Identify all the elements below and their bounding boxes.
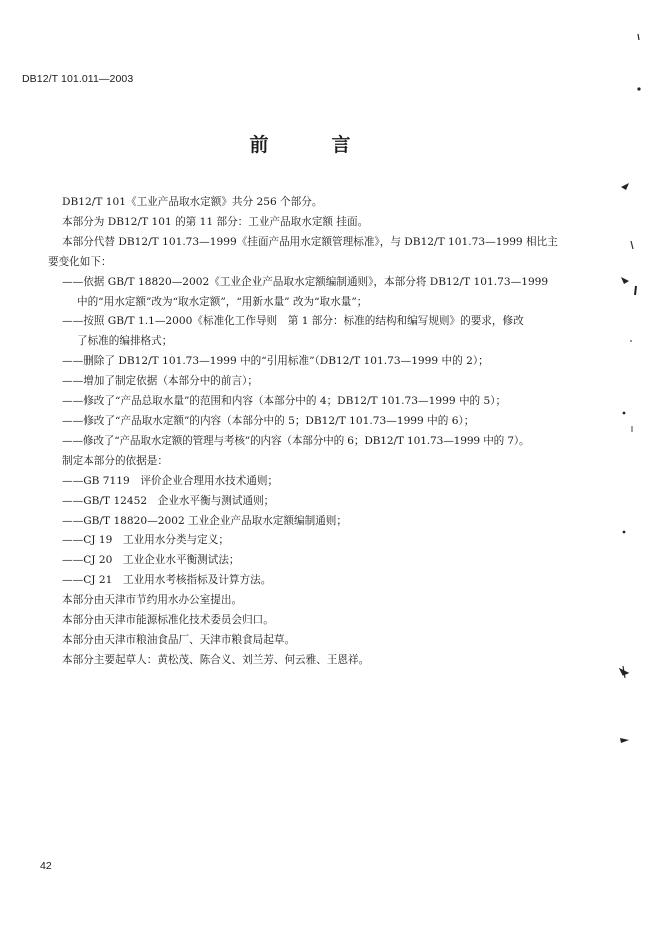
page-title: 前 言 [249,134,373,156]
basis-item-5: ——CJ 20 工业企业水平衡测试法； [62,554,240,567]
basis-item-3: ——GB/T 18820—2002 工业企业产品取水定额编制通则； [62,514,347,527]
paragraph-committee: 本部分由天津市能源标准化技术委员会归口。 [62,614,274,627]
scan-speck-1 [638,34,639,40]
paragraph-proposer: 本部分由天津市节约用水办公室提出。 [62,594,243,607]
basis-intro: 制定本部分的依据是： [62,454,168,467]
scan-speck-7 [630,340,632,342]
change-item-6: ——修改了“产品取水定额”的内容（本部分中的 5；DB12/T 101.73—1999 中的 6）； [62,414,475,427]
page-number: 42 [40,860,52,872]
change-item-1-line-1: ——依据 GB/T 18820—2002《工业企业产品取水定额编制通则》，本部分将 DB12/T 101.73—1999 [62,275,549,288]
change-item-2-line-2: 了标准的编排格式； [77,335,173,348]
scan-speck-6 [635,286,636,295]
basis-item-2: ——GB/T 12452 企业水平衡与测试通则； [62,494,275,507]
scan-speck-4 [631,241,633,249]
scan-speck-11 [620,666,628,678]
basis-item-6: ——CJ 21 工业用水考核指标及计算方法。 [62,574,272,587]
change-item-5: ——修改了“产品总取水量”的范围和内容（本部分中的 4；DB12/T 101.73—1999 中的 5）； [62,395,507,408]
change-item-1-line-2: 中的“用水定额”改为“取水定额”，“用新水量” 改为“取水量”； [77,295,368,308]
paragraph-parts-count: DB12/T 101《工业产品取水定额》共分 256 个部分。 [62,196,323,208]
document-code-header: DB12/T 101.011—2003 [22,73,134,85]
paragraph-part-scope: 本部分为 DB12/T 101 的第 11 部分：工业产品取水定额 挂面。 [62,215,369,228]
paragraph-drafting-units: 本部分由天津市粮油食品厂、天津市粮食局起草。 [62,633,296,646]
scan-speck-3 [621,183,629,190]
change-item-3: ——删除了 DB12/T 101.73—1999 中的“引用标准”（DB12/T 101.73—1999 中的 2）； [62,355,489,368]
change-item-2-line-1: ——按照 GB/T 1.1—2000《标准化工作导则 第 1 部分：标准的结构和编写规则》的要求，修改 [62,315,524,328]
basis-item-4: ——CJ 19 工业用水分类与定义； [62,534,229,547]
paragraph-replaces: 本部分代替 DB12/T 101.73—1999《挂面产品用水定额管理标准》，与 DB12/T 101.73—1999 相比主要变化如下： [48,235,558,268]
change-item-4: ——增加了制定依据（本部分中的前言）； [62,375,258,388]
scan-speck-2 [637,87,640,90]
change-item-7: ——修改了“产品取水定额的管理与考核”的内容（本部分中的 6；DB12/T 101.73—1999 中的 7）。 [62,434,530,447]
scan-speck-10 [623,531,626,534]
paragraph-drafters: 本部分主要起草人：黄松茂、陈合义、刘兰芳、何云雅、王恩祥。 [62,653,370,666]
basis-item-1: ——GB 7119 评价企业合理用水技术通则； [62,474,279,487]
scan-speck-12 [620,738,629,743]
scan-speck-5 [621,277,629,284]
scan-speck-8 [623,412,626,415]
